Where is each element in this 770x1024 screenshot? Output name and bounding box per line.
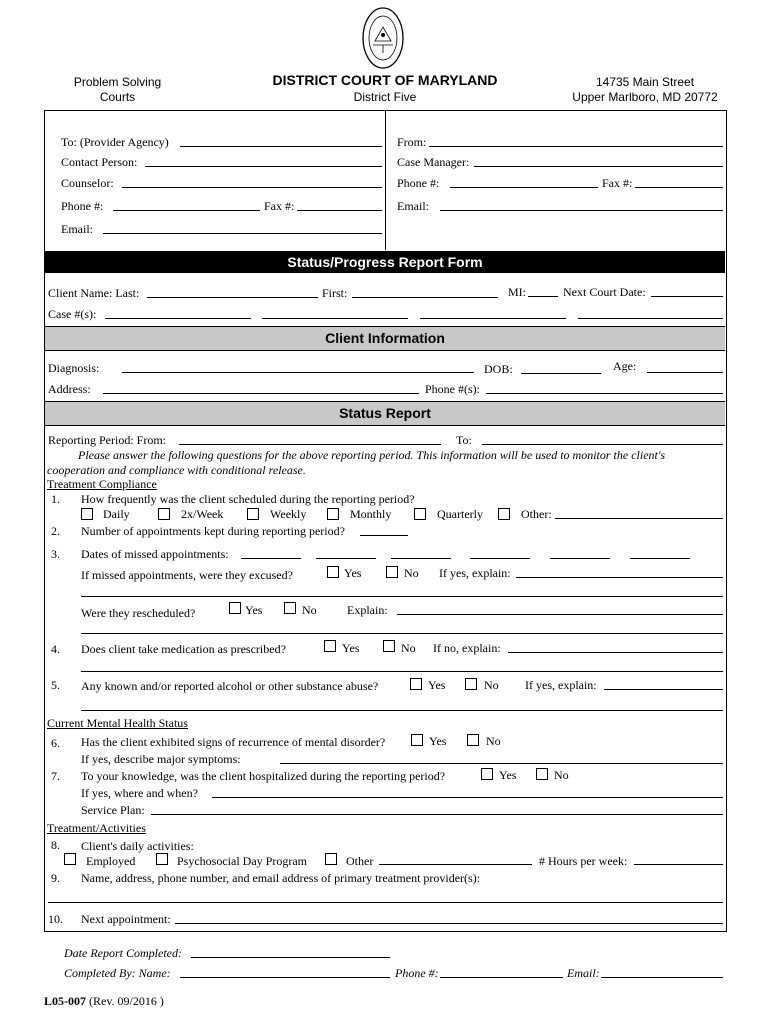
date-completed-field[interactable]: [191, 957, 390, 958]
q7-no-checkbox[interactable]: [536, 768, 548, 780]
q3c-yes-checkbox[interactable]: [229, 602, 241, 614]
date-completed-label: Date Report Completed:: [64, 946, 182, 960]
court-name: DISTRICT COURT OF MARYLAND: [272, 72, 498, 88]
form-number: [44, 994, 164, 1009]
q8-psychosocial-checkbox[interactable]: [156, 853, 168, 865]
q5-no-label: No: [484, 678, 499, 692]
reporting-to-label: To:: [456, 433, 472, 447]
header-left-line1: Problem Solving: [73, 75, 162, 89]
reporting-period-label: Reporting Period: From:: [48, 433, 166, 447]
q3b-question: If missed appointments, were they excused?: [81, 568, 293, 582]
case-number-field-3[interactable]: [420, 318, 566, 319]
provider-fax-field[interactable]: [297, 210, 382, 211]
q5-yes-checkbox[interactable]: [410, 678, 422, 690]
client-info-title: Client Information: [325, 330, 445, 346]
q2-field[interactable]: [360, 535, 408, 536]
q1-daily-checkbox[interactable]: [81, 508, 93, 520]
q3b-explain-field[interactable]: [516, 577, 723, 578]
q6b-field[interactable]: [280, 763, 723, 764]
age-label: Age:: [613, 359, 637, 373]
q1-quarterly-checkbox[interactable]: [414, 508, 426, 520]
q10-question: Next appointment:: [81, 912, 171, 926]
completed-by-label: Completed By: Name:: [64, 966, 171, 980]
q3b-explain-label: If yes, explain:: [439, 566, 511, 580]
q7-yes-checkbox[interactable]: [481, 768, 493, 780]
q9-number: 9.: [51, 871, 60, 885]
q3b-yes-checkbox[interactable]: [327, 566, 339, 578]
q2-question: Number of appointments kept during reporting period?: [81, 524, 345, 538]
q4-question: Does client take medication as prescribed?: [81, 642, 286, 656]
q8-psychosocial-label: Psychosocial Day Program: [177, 854, 307, 868]
q4-no-label: No: [401, 641, 416, 655]
section-treatment-activities: Treatment/Activities: [47, 821, 146, 835]
q6-no-checkbox[interactable]: [467, 734, 479, 746]
q3-date-field-3[interactable]: [391, 558, 451, 559]
counselor-label: Counselor:: [61, 176, 114, 190]
status-report-title: Status Report: [339, 405, 431, 421]
q7-number: 7.: [51, 769, 60, 783]
case-number-field-1[interactable]: [105, 318, 251, 319]
q3c-explain-field-2[interactable]: [81, 633, 723, 634]
q2-number: 2.: [51, 524, 60, 538]
next-court-date-field[interactable]: [651, 296, 723, 297]
q5-yes-label: Yes: [428, 678, 446, 692]
contact-person-label: Contact Person:: [61, 155, 138, 169]
q7-yes-label: Yes: [499, 768, 517, 782]
court-seal: [361, 5, 405, 71]
from-field[interactable]: [429, 146, 723, 147]
q4-explain-field[interactable]: [508, 652, 723, 653]
to-provider-field[interactable]: [180, 146, 382, 147]
provider-fax-label: Fax #:: [264, 199, 295, 213]
status-report-bar: [45, 401, 725, 426]
q8-hours-field[interactable]: [634, 864, 723, 865]
address-field[interactable]: [103, 393, 419, 394]
q6-question: Has the client exhibited signs of recurrence of mental disorder?: [81, 735, 386, 749]
form-number-code: L05-007: [44, 994, 86, 1008]
header-left-line2: Courts: [99, 90, 136, 104]
to-provider-label: To: (Provider Agency): [61, 135, 169, 149]
q5-explain-label: If yes, explain:: [525, 678, 597, 692]
form-title: Status/Progress Report Form: [287, 254, 483, 270]
q6-no-label: No: [486, 734, 501, 748]
client-first-label: First:: [322, 286, 348, 300]
q8-employed-checkbox[interactable]: [64, 853, 76, 865]
q1-number: 1.: [51, 492, 60, 506]
client-mi-field[interactable]: [528, 296, 558, 297]
from-fax-label: Fax #:: [602, 176, 633, 190]
q3-question: Dates of missed appointments:: [81, 547, 229, 561]
q7-no-label: No: [554, 768, 569, 782]
from-label: From:: [397, 135, 427, 149]
case-number-label: Case #(s):: [48, 307, 97, 321]
q5-explain-field-2[interactable]: [81, 710, 723, 711]
client-info-bar: [45, 326, 725, 351]
q9-question: Name, address, phone number, and email address of primary treatment provider(s):: [81, 871, 481, 885]
q4-explain-field-2[interactable]: [81, 671, 723, 672]
client-mi-label: MI:: [508, 285, 526, 299]
q1-monthly-checkbox[interactable]: [327, 508, 339, 520]
court-address-line1: 14735 Main Street: [595, 75, 695, 89]
q3-date-field-5[interactable]: [550, 558, 610, 559]
q3b-explain-field-2[interactable]: [81, 596, 723, 597]
q5-number: 5.: [51, 678, 60, 692]
instructions-line2: cooperation and compliance with conditional release.: [47, 463, 306, 477]
diagnosis-field[interactable]: [122, 372, 474, 373]
q4-yes-label: Yes: [342, 641, 360, 655]
form-title-bar: [45, 251, 725, 273]
q1-2xweek-label: 2x/Week: [181, 507, 224, 521]
q3b-yes-label: Yes: [344, 566, 362, 580]
client-first-field[interactable]: [352, 297, 498, 298]
provider-phone-field[interactable]: [113, 210, 260, 211]
from-phone-label: Phone #:: [397, 176, 440, 190]
q3c-explain-field[interactable]: [397, 614, 723, 615]
q3c-yes-label: Yes: [245, 603, 263, 617]
counselor-field[interactable]: [122, 187, 382, 188]
q3c-question: Were they rescheduled?: [81, 606, 196, 620]
q8-other-label: Other: [346, 854, 374, 868]
case-number-field-2[interactable]: [262, 318, 408, 319]
client-last-field[interactable]: [147, 297, 318, 298]
q8-number: 8.: [51, 838, 60, 852]
q4-number: 4.: [51, 642, 60, 656]
q1-weekly-checkbox[interactable]: [247, 508, 259, 520]
q4-explain-label: If no, explain:: [433, 641, 501, 655]
client-last-label: Client Name: Last:: [48, 286, 140, 300]
q5-question: Any known and/or reported alcohol or other substance abuse?: [81, 679, 379, 693]
case-manager-label: Case Manager:: [397, 155, 470, 169]
section-mental-health: Current Mental Health Status: [47, 716, 188, 730]
dob-field[interactable]: [521, 373, 601, 374]
next-court-date-label: Next Court Date:: [563, 285, 646, 299]
from-email-field[interactable]: [440, 210, 723, 211]
q9-field[interactable]: [48, 902, 723, 903]
q7b-field[interactable]: [212, 797, 723, 798]
provider-email-label: Email:: [61, 222, 93, 236]
age-field[interactable]: [647, 372, 723, 373]
q1-weekly-label: Weekly: [270, 507, 307, 521]
q6-number: 6.: [51, 736, 60, 750]
dob-label: DOB:: [484, 362, 513, 376]
q3c-explain-label: Explain:: [347, 603, 388, 617]
q1-question: How frequently was the client scheduled during the reporting period?: [81, 492, 415, 506]
q3-number: 3.: [51, 547, 60, 561]
from-phone-field[interactable]: [450, 187, 598, 188]
q8-question: Client's daily activities:: [81, 839, 194, 853]
diagnosis-label: Diagnosis:: [48, 361, 100, 375]
q1-monthly-label: Monthly: [350, 507, 392, 521]
contact-person-field[interactable]: [145, 166, 382, 167]
completed-by-field[interactable]: [180, 977, 390, 978]
q7b-question: If yes, where and when?: [81, 786, 198, 800]
q1-other-label: Other:: [521, 507, 552, 521]
client-phone-field[interactable]: [486, 393, 723, 394]
q3-date-field-6[interactable]: [630, 558, 690, 559]
q8-hours-label: # Hours per week:: [539, 854, 628, 868]
provider-email-field[interactable]: [103, 233, 382, 234]
instructions-line1: Please answer the following questions for the above reporting period. This information will be used to monitor the client's: [78, 448, 666, 462]
q3-date-field-2[interactable]: [316, 558, 376, 559]
reporting-from-field[interactable]: [179, 444, 441, 445]
reporting-to-field[interactable]: [482, 444, 723, 445]
q1-quarterly-label: Quarterly: [437, 507, 483, 521]
q1-other-field[interactable]: [555, 518, 723, 519]
court-address-line2: Upper Marlboro, MD 20772: [572, 90, 718, 104]
q1-daily-label: Daily: [103, 507, 130, 521]
q8-other-checkbox[interactable]: [325, 853, 337, 865]
q1-2xweek-checkbox[interactable]: [158, 508, 170, 520]
completed-phone-field[interactable]: [440, 977, 563, 978]
district-name: District Five: [353, 90, 417, 104]
q8-employed-label: Employed: [86, 854, 136, 868]
q7-question: To your knowledge, was the client hospitalized during the reporting period?: [81, 769, 446, 783]
address-label: Address:: [48, 382, 91, 396]
case-number-field-4[interactable]: [578, 318, 723, 319]
q6-yes-label: Yes: [429, 734, 447, 748]
q7c-question: Service Plan:: [81, 803, 145, 817]
q3-date-field-1[interactable]: [241, 558, 301, 559]
section-treatment-compliance: Treatment Compliance: [47, 477, 157, 491]
q3c-no-label: No: [302, 603, 317, 617]
completed-email-field[interactable]: [601, 977, 723, 978]
q6b-question: If yes, describe major symptoms:: [81, 752, 241, 766]
q10-number: 10.: [48, 912, 63, 926]
client-phone-label: Phone #(s):: [425, 382, 480, 396]
provider-phone-label: Phone #:: [61, 199, 104, 213]
q10-field[interactable]: [175, 923, 723, 924]
q3b-no-label: No: [404, 566, 419, 580]
from-email-label: Email:: [397, 199, 429, 213]
q1-other-checkbox[interactable]: [498, 508, 510, 520]
q3c-no-checkbox[interactable]: [284, 602, 296, 614]
from-fax-field[interactable]: [635, 187, 723, 188]
completed-phone-label: Phone #:: [395, 966, 439, 980]
q5-explain-field[interactable]: [604, 689, 723, 690]
q7c-field[interactable]: [151, 814, 723, 815]
q5-no-checkbox[interactable]: [465, 678, 477, 690]
q4-yes-checkbox[interactable]: [324, 640, 336, 652]
completed-email-label: Email:: [567, 966, 600, 980]
q6-yes-checkbox[interactable]: [411, 734, 423, 746]
q3-date-field-4[interactable]: [470, 558, 530, 559]
case-manager-field[interactable]: [474, 166, 723, 167]
q8-other-field[interactable]: [379, 864, 532, 865]
q3b-no-checkbox[interactable]: [386, 566, 398, 578]
form-revision: (Rev. 09/2016 ): [89, 994, 164, 1008]
q4-no-checkbox[interactable]: [383, 640, 395, 652]
